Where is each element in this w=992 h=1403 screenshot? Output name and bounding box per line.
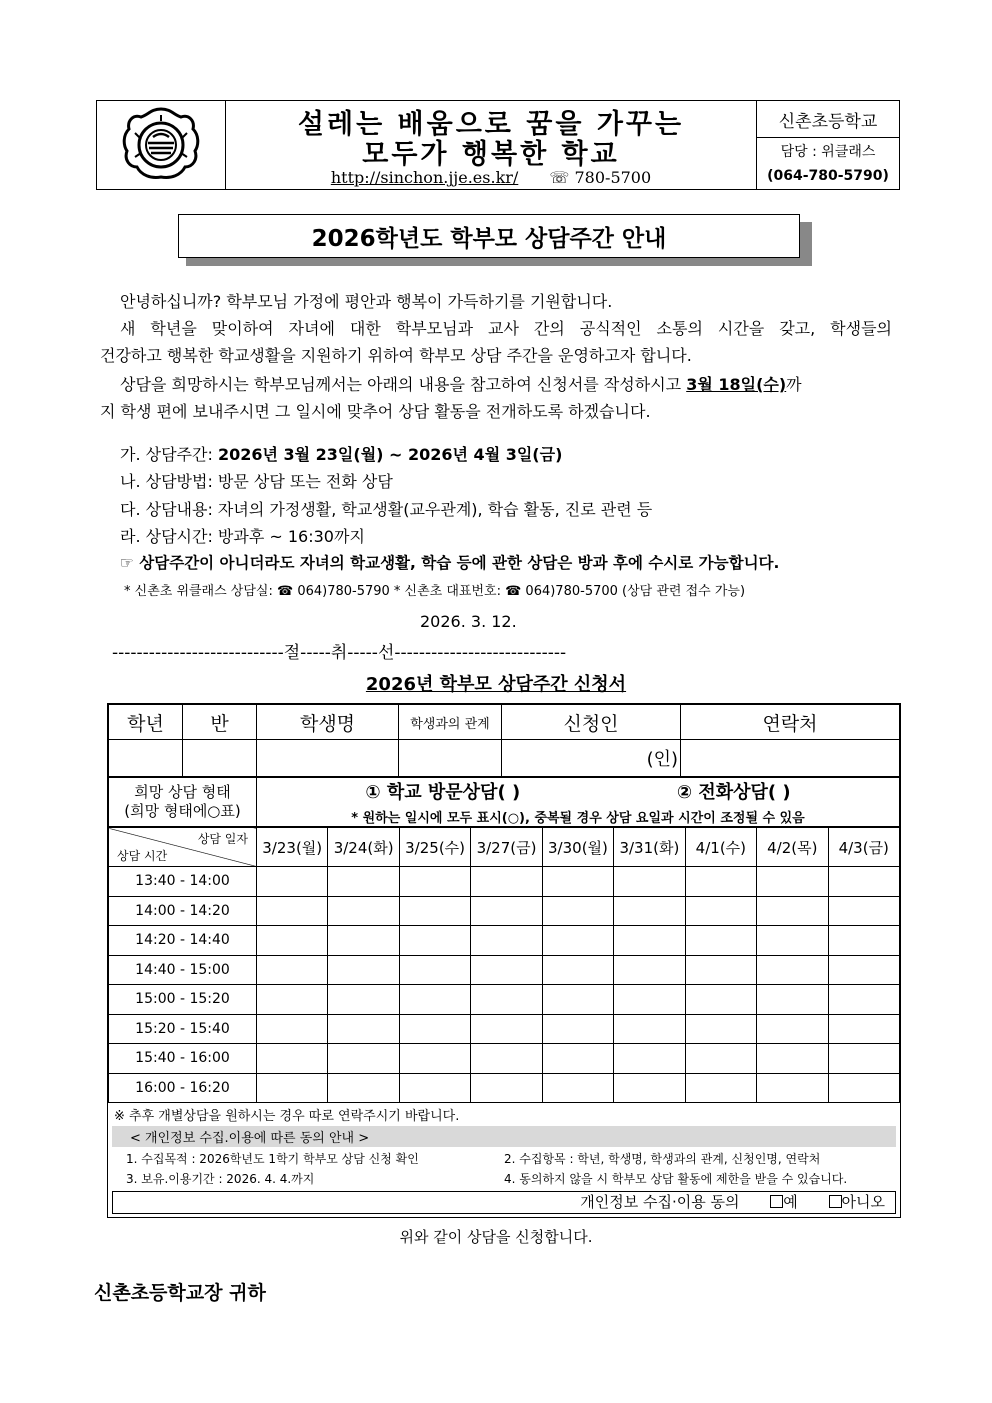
time-slot-cell[interactable] — [828, 1073, 900, 1103]
time-slot-cell[interactable] — [542, 926, 613, 956]
time-slot-label: 16:00 - 16:20 — [109, 1073, 257, 1103]
consult-type-label: 희망 상담 형태 (희망 형태에○표) — [109, 778, 257, 827]
time-slot-cell[interactable] — [471, 926, 542, 956]
item-note: ☞ 상담주간이 아니더라도 자녀의 학교생활, 학습 등에 관한 상담은 방과 후에 수시로 가능합니다. — [120, 554, 780, 572]
time-slot-row — [109, 985, 900, 1015]
header-student-name: 학생명 — [257, 705, 399, 740]
issue-date: 2026. 3. 12. — [420, 612, 517, 631]
time-slot-row — [109, 926, 900, 956]
school-logo-cell — [97, 101, 226, 189]
time-slot-label: 14:20 - 14:40 — [109, 926, 257, 956]
item-time: 라. 상담시간: 방과후 ~ 16:30까지 — [120, 527, 365, 546]
time-slot-cell[interactable] — [328, 926, 399, 956]
page-title: 2026학년도 학부모 상담주간 안내 — [178, 214, 800, 258]
time-slot-cell[interactable] — [328, 1044, 399, 1074]
intro-line1: 새 학년을 맞이하여 자녀에 대한 학부모님과 교사 간의 공식적인 소통의 시간을 갖고, 학생들의 — [120, 319, 892, 338]
school-slogan-line1: 설레는 배움으로 꿈을 가꾸는 — [297, 109, 685, 140]
time-slot-cell[interactable] — [757, 985, 828, 1015]
time-slot-cell[interactable] — [685, 867, 756, 897]
letterhead — [96, 100, 900, 190]
time-slot-cell[interactable] — [257, 1044, 328, 1074]
form-title: 2026년 학부모 상담주간 신청서 — [365, 674, 627, 695]
time-slot-label: 15:20 - 15:40 — [109, 1014, 257, 1044]
privacy-items: 2. 수집항목 : 학년, 학생명, 학생과의 관계, 신청인명, 연락처 — [504, 1152, 821, 1166]
addressee: 신촌초등학교장 귀하 — [94, 1282, 266, 1304]
school-emblem-icon — [97, 101, 225, 189]
time-slot-row — [109, 955, 900, 985]
time-slot-cell[interactable] — [757, 926, 828, 956]
request-line1: 상담을 희망하시는 학부모님께서는 아래의 내용을 참고하여 신청서를 작성하시고 3월 18일(수)까 — [120, 375, 802, 394]
relation-field[interactable] — [399, 740, 502, 777]
contact-field[interactable] — [681, 740, 900, 777]
intro-line2: 건강하고 행복한 학교생활을 지원하기 위하여 학부모 상담 주간을 운영하고자 합니다. — [100, 346, 692, 365]
time-slot-cell[interactable] — [685, 1073, 756, 1103]
time-slot-label: 14:40 - 15:00 — [109, 955, 257, 985]
header-class: 반 — [183, 705, 257, 740]
time-slot-row — [109, 896, 900, 926]
time-slot-cell[interactable] — [685, 1014, 756, 1044]
school-slogan-line2: 모두가 행복한 학교 — [362, 139, 620, 170]
time-slot-cell[interactable] — [399, 896, 470, 926]
time-slot-cell[interactable] — [328, 867, 399, 897]
header-relation: 학생과의 관계 — [399, 705, 502, 740]
seal-mark: (인) — [646, 749, 678, 770]
consent-yes-label: 예 — [783, 1193, 798, 1211]
time-slot-cell[interactable] — [471, 955, 542, 985]
header-contact: 연락처 — [681, 705, 900, 740]
consult-type-table — [108, 777, 900, 827]
time-slot-cell[interactable] — [471, 1014, 542, 1044]
time-slot-cell[interactable] — [828, 896, 900, 926]
time-slot-cell[interactable] — [542, 867, 613, 897]
time-slot-label: 13:40 - 14:00 — [109, 867, 257, 897]
time-slot-cell[interactable] — [757, 1014, 828, 1044]
time-slot-cell[interactable] — [542, 1044, 613, 1074]
contact-phone: (064-780-5790) — [767, 168, 889, 184]
time-slot-cell[interactable] — [828, 926, 900, 956]
item-content: 다. 상담내용: 자녀의 가정생활, 학교생활(교우관계), 학습 활동, 진로 관련 등 — [120, 500, 653, 519]
header-grade: 학년 — [109, 705, 183, 740]
privacy-purpose: 1. 수집목적 : 2026학년도 1학기 학부모 상담 신청 확인 — [126, 1152, 419, 1166]
time-slot-cell[interactable] — [399, 867, 470, 897]
date-header: 4/1(수) — [685, 828, 756, 867]
time-slot-cell[interactable] — [757, 955, 828, 985]
contact-person: 담당 : 위클래스 — [780, 144, 876, 160]
time-slot-cell[interactable] — [614, 1073, 685, 1103]
request-line2: 지 학생 편에 보내주시면 그 일시에 맞추어 상담 활동을 전개하도록 하겠습니다. — [100, 402, 651, 421]
time-slot-cell[interactable] — [828, 867, 900, 897]
time-slot-label: 15:40 - 16:00 — [109, 1044, 257, 1074]
time-slot-cell[interactable] — [685, 955, 756, 985]
privacy-refusal: 4. 동의하지 않을 시 학부모 상담 활동에 제한을 받을 수 있습니다. — [504, 1172, 848, 1186]
time-slot-row — [109, 1014, 900, 1044]
schedule-table — [108, 827, 900, 1103]
date-header: 3/25(수) — [399, 828, 470, 867]
consent-row — [112, 1191, 896, 1214]
time-slot-cell[interactable] — [542, 1014, 613, 1044]
time-slot-cell[interactable] — [614, 1044, 685, 1074]
time-slot-cell[interactable] — [757, 867, 828, 897]
item-method: 나. 상담방법: 방문 상담 또는 전화 상담 — [120, 472, 393, 491]
time-slot-cell[interactable] — [328, 985, 399, 1015]
school-url-link[interactable]: http://sinchon.jje.es.kr/ — [330, 168, 519, 187]
date-header: 3/24(화) — [328, 828, 399, 867]
school-phone: ☏ 780-5700 — [549, 168, 652, 187]
time-slot-cell[interactable] — [614, 1014, 685, 1044]
consent-label: 개인정보 수집·이용 동의 — [580, 1193, 740, 1211]
date-header: 3/23(월) — [257, 828, 328, 867]
time-slot-cell[interactable] — [757, 896, 828, 926]
individual-consult-note: ※ 추후 개별상담을 원하시는 경우 따로 연락주시기 바랍니다. — [114, 1109, 460, 1124]
time-slot-cell[interactable] — [257, 985, 328, 1015]
date-header: 4/2(목) — [757, 828, 828, 867]
time-slot-cell[interactable] — [257, 1073, 328, 1103]
date-header: 3/30(월) — [542, 828, 613, 867]
time-slot-label: 15:00 - 15:20 — [109, 985, 257, 1015]
time-slot-cell[interactable] — [757, 1044, 828, 1074]
time-slot-cell[interactable] — [542, 955, 613, 985]
time-slot-cell[interactable] — [257, 896, 328, 926]
applicant-table — [108, 704, 900, 777]
time-slot-cell[interactable] — [399, 955, 470, 985]
privacy-title: < 개인정보 수집.이용에 따른 동의 안내 > — [112, 1126, 896, 1147]
school-info-cell — [756, 101, 899, 189]
school-contact — [225, 168, 757, 187]
time-slot-cell[interactable] — [614, 867, 685, 897]
time-slot-cell[interactable] — [328, 896, 399, 926]
time-slot-cell[interactable] — [471, 1044, 542, 1074]
time-slot-row — [109, 1044, 900, 1074]
time-slot-cell[interactable] — [614, 985, 685, 1015]
time-slot-cell[interactable] — [328, 1073, 399, 1103]
time-slot-cell[interactable] — [614, 926, 685, 956]
privacy-row — [108, 1167, 900, 1187]
student-name-field[interactable] — [257, 740, 399, 777]
time-slot-cell[interactable] — [828, 985, 900, 1015]
option-visit[interactable]: ① 학교 방문상담( ) — [365, 782, 521, 803]
time-slot-cell[interactable] — [399, 1044, 470, 1074]
time-slot-cell[interactable] — [614, 955, 685, 985]
consent-no-checkbox[interactable] — [829, 1195, 842, 1208]
application-form — [107, 703, 901, 1218]
header-applicant: 신청인 — [502, 705, 681, 740]
time-slot-cell[interactable] — [828, 955, 900, 985]
consult-type-note: * 원하는 일시에 모두 표시(○), 중복될 경우 상담 요일과 시간이 조정될 수 있음 — [351, 811, 805, 826]
time-slot-cell[interactable] — [399, 926, 470, 956]
date-header: 3/27(금) — [471, 828, 542, 867]
class-field[interactable] — [183, 740, 257, 777]
time-slot-label: 14:00 - 14:20 — [109, 896, 257, 926]
date-header: 4/3(금) — [828, 828, 900, 867]
time-slot-cell[interactable] — [399, 1073, 470, 1103]
contact-numbers: * 신촌초 위클래스 상담실: ☎ 064)780-5790 * 신촌초 대표번호: ☎ 064)780-5700 (상담 관련 접수 가능) — [124, 584, 746, 599]
schedule-corner: 상담 일자 상담 시간 — [109, 828, 257, 867]
time-slot-cell[interactable] — [542, 985, 613, 1015]
time-slot-cell[interactable] — [399, 1014, 470, 1044]
time-slot-cell[interactable] — [471, 985, 542, 1015]
time-slot-cell[interactable] — [542, 1073, 613, 1103]
time-slot-cell[interactable] — [257, 955, 328, 985]
time-slot-row — [109, 867, 900, 897]
time-slot-cell[interactable] — [471, 896, 542, 926]
date-header: 3/31(화) — [614, 828, 685, 867]
time-slot-cell[interactable] — [685, 985, 756, 1015]
time-slot-cell[interactable] — [257, 1014, 328, 1044]
time-slot-cell[interactable] — [399, 985, 470, 1015]
time-slot-cell[interactable] — [328, 1014, 399, 1044]
time-slot-cell[interactable] — [257, 926, 328, 956]
cut-line: ----------------------------절-----취-----선---------------------------- — [112, 643, 567, 663]
applicant-field[interactable] — [502, 740, 681, 777]
time-slot-cell[interactable] — [828, 1044, 900, 1074]
item-period: 가. 상담주간: 2026년 3월 23일(월) ~ 2026년 4월 3일(금) — [120, 445, 563, 464]
time-slot-cell[interactable] — [685, 926, 756, 956]
time-slot-cell[interactable] — [828, 1014, 900, 1044]
time-slot-cell[interactable] — [685, 896, 756, 926]
time-slot-cell[interactable] — [328, 955, 399, 985]
consent-yes-checkbox[interactable] — [770, 1195, 783, 1208]
time-slot-cell[interactable] — [471, 867, 542, 897]
time-slot-cell[interactable] — [685, 1044, 756, 1074]
time-slot-row — [109, 1073, 900, 1103]
deadline: 3월 18일(수) — [686, 375, 787, 394]
closing-statement: 위와 같이 상담을 신청합니다. — [399, 1228, 593, 1246]
time-slot-cell[interactable] — [757, 1073, 828, 1103]
option-phone[interactable]: ② 전화상담( ) — [676, 782, 791, 803]
school-name: 신촌초등학교 — [757, 101, 899, 138]
time-slot-cell[interactable] — [471, 1073, 542, 1103]
time-slot-cell[interactable] — [614, 896, 685, 926]
time-slot-cell[interactable] — [542, 896, 613, 926]
time-slot-cell[interactable] — [257, 867, 328, 897]
consult-type-options — [257, 778, 900, 827]
grade-field[interactable] — [109, 740, 183, 777]
greeting-paragraph: 안녕하십니까? 학부모님 가정에 평안과 행복이 가득하기를 기원합니다. — [120, 292, 613, 311]
privacy-retention: 3. 보유.이용기간 : 2026. 4. 4.까지 — [126, 1172, 315, 1186]
consent-no-label: 아니오 — [841, 1193, 885, 1211]
privacy-row — [108, 1147, 900, 1167]
